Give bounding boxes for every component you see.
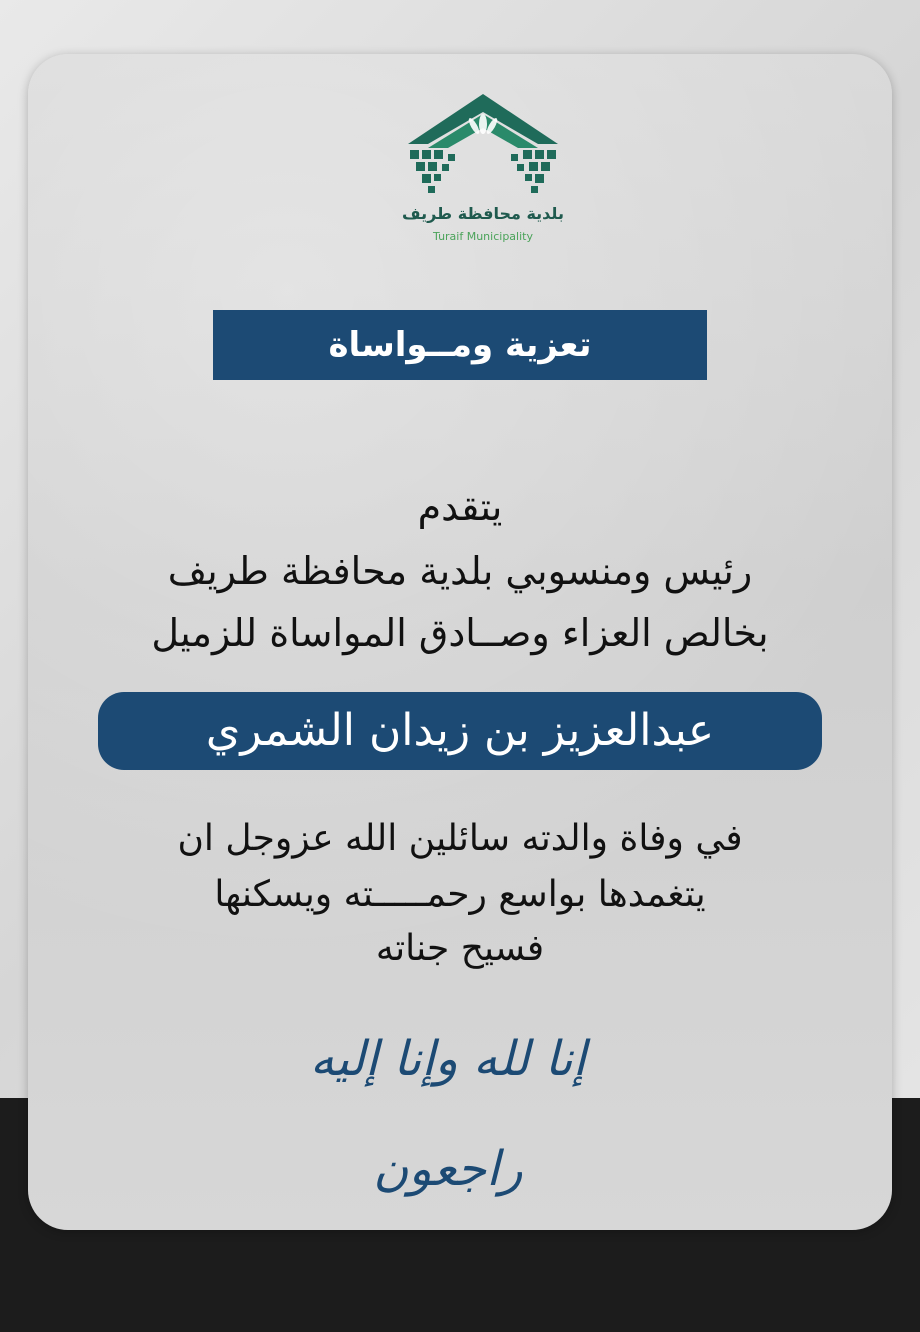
logo-english-name: Turaif Municipality: [433, 230, 533, 243]
condolence-line: بخالص العزاء وصــادق المواساة للزميل: [151, 611, 769, 655]
calligraphy-verse: إنا لله وإنا إليه راجعون: [309, 1031, 587, 1197]
prayer-line: يتغمدها بواسع رحمـــــته ويسكنها: [214, 874, 706, 915]
logo-emblem-icon: [398, 84, 568, 204]
occasion-line: في وفاة والدته سائلين الله عزوجل ان: [177, 818, 743, 859]
logo-arabic-name: بلدية محافظة طريف: [402, 204, 564, 223]
municipality-logo: [398, 84, 568, 284]
closing-line: فسيح جناته: [375, 928, 545, 969]
intro-line: يتقدم: [417, 485, 503, 529]
title-banner: تعزية ومــواساة: [213, 310, 707, 380]
condolence-card: [28, 54, 892, 1230]
colleague-name: عبدالعزيز بن زيدان الشمري: [98, 692, 822, 770]
sender-line: رئيس ومنسوبي بلدية محافظة طريف: [167, 549, 753, 593]
